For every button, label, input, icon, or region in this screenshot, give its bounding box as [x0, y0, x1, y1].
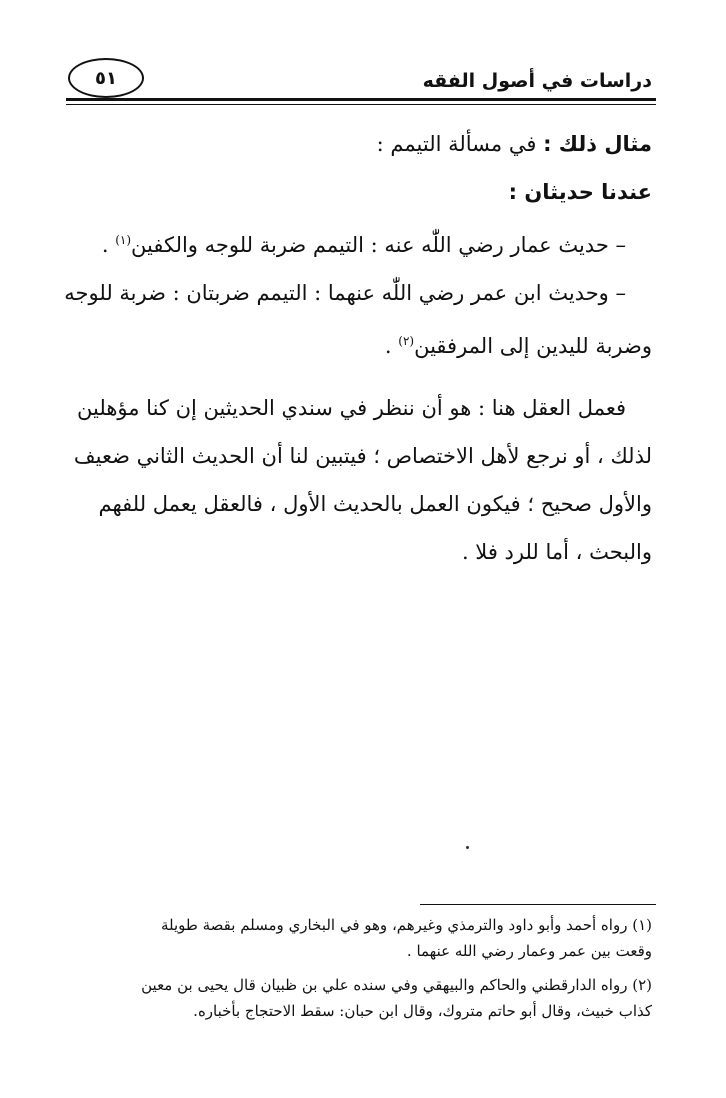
header-rule-thin — [66, 104, 656, 105]
hadith-2-text: وضربة لليدين إلى المرفقين — [414, 334, 652, 358]
footnote-1-line-2: وقعت بين عمر وعمار رضي الله عنهما . — [406, 942, 652, 960]
footnote-1-line-1: (١) رواه أحمد وأبو داود والترمذي وغيرهم، وهو في البخاري ومسلم بقصة طويلة — [160, 916, 652, 934]
example-label: مثال ذلك : — [543, 132, 652, 156]
paragraph-line-3: والأول صحيح ؛ فيكون العمل بالحديث الأول ، فالعقل يعمل للفهم — [98, 492, 652, 516]
paragraph-line-1: فعمل العقل هنا : هو أن ننظر في سندي الحديثين إن كنا مؤهلين — [77, 396, 626, 420]
hadith-2-line-2 — [66, 317, 652, 370]
footnote-2-line-2: كذاب خبيث، وقال أبو حاتم متروك، وقال ابن حبان: سقط الاحتجاج بأخباره. — [193, 1002, 652, 1020]
footnotes — [66, 912, 652, 1024]
hadith-2-line-1: – وحديث ابن عمر رضي اللّٰه عنهما : التيمم ضربتان : ضربة للوجه — [64, 281, 626, 305]
hadith-1 — [66, 216, 652, 269]
book-title: دراسات في أصول الفقه — [422, 70, 652, 92]
example-text: في مسألة التيمم : — [376, 132, 537, 156]
example-line — [66, 120, 652, 168]
footnote-2-line-1: (٢) رواه الدارقطني والحاكم والبيهقي وفي سنده علي بن ظبيان قال يحيى بن معين — [141, 976, 652, 994]
hadith-1-text: – حديث عمار رضي اللّٰه عنه : التيمم ضربة للوجه والكفين — [131, 233, 626, 257]
main-text — [66, 120, 652, 576]
footnote-ref-1: (١) — [115, 233, 132, 247]
hadith-1-end: . — [101, 233, 116, 257]
footnote-rule — [420, 904, 656, 905]
paragraph-line-2: لذلك ، أو نرجع لأهل الاختصاص ؛ فيتبين لنا أن الحديث الثاني ضعيف — [73, 444, 652, 468]
hadith-2-end: . — [384, 334, 399, 358]
scan-speck — [466, 846, 469, 849]
footnote-ref-2: (٢) — [398, 334, 415, 348]
header-rule — [66, 98, 656, 101]
paragraph-line-4: والبحث ، أما للرد فلا . — [461, 540, 652, 564]
page-number: ٥١ — [68, 58, 144, 98]
two-hadiths-heading: عندنا حديثان : — [508, 180, 652, 204]
